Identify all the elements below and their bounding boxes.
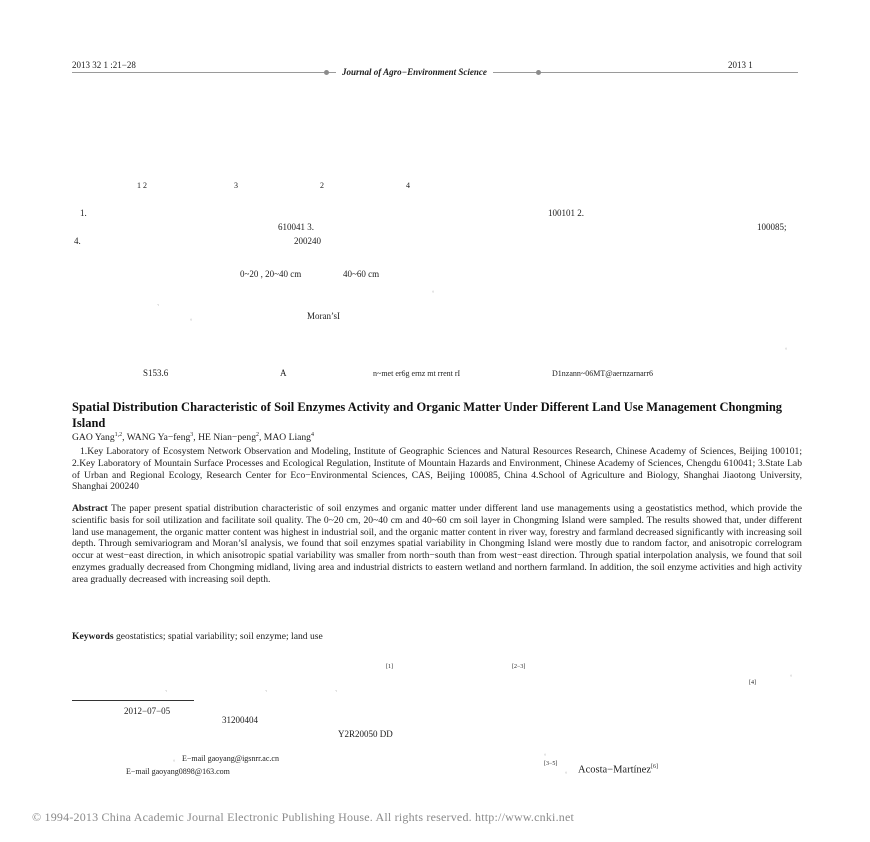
ref-1: [1] [386, 664, 393, 670]
fund-number-1: 31200404 [222, 715, 258, 725]
cn-mark-dot-3: 。 [785, 345, 792, 351]
author-name: GAO Yang [72, 432, 115, 444]
footnote-rule [72, 700, 194, 701]
author-name: WANG Ya−feng [126, 432, 191, 444]
copyright-notice: © 1994-2013 China Academic Journal Electronic Publishing House. All rights reserved. http://www.cnki.net [32, 810, 575, 824]
ref-3-5-sep: 。 [565, 769, 572, 775]
cn-aff-1: 1. [80, 208, 87, 218]
body-mark-a: 、 [165, 687, 172, 693]
article-number: n~met er6g ernz mt rrent rI [373, 369, 461, 378]
cn-aff-1-code: 100101 2. [548, 208, 584, 218]
acosta-name [578, 764, 658, 776]
received-date: 2012−07−05 [124, 706, 171, 716]
cn-mark-dot-1: 。 [432, 288, 439, 294]
author-email-2: E−mail gaoyang0898@163.com [126, 767, 230, 776]
cn-mark-dot-2: 。 [190, 316, 197, 322]
cn-morans: Moran’sI [307, 311, 340, 321]
cn-aff-4: 4. [74, 236, 81, 246]
fund-number-2: Y2R20050 DD [338, 729, 393, 739]
clc-number: S153.6 [143, 368, 169, 378]
ref-3-5: [3−5] [544, 761, 558, 767]
author-name: MAO Liang [263, 432, 311, 444]
body-mark-e: 。 [544, 751, 551, 757]
author-sup: 2 [256, 432, 259, 438]
english-affiliations: 1.Key Laboratory of Ecosystem Network Observation and Modeling, Institute of Geographic Sciences and Natural Resources Research, Chinese Academy of Sciences, Beijing 100101; 2.Key Laboratory of Mountain Surface Processes and Ecological Regulation, Institute of Mountain Hazards and Environment, Chinese Academy of Sciences, Chengdu 610041; 3.State Lab of Urban and Regional Ecology, Research Center for Eco−Environmental Sciences, CAS, Beijing 100085, China 4.School of Agriculture and Biology, Shanghai Jiaotong University, Shanghai 200240 [72, 446, 802, 493]
body-mark-b: 、 [265, 687, 272, 693]
english-authors [72, 432, 314, 443]
author-sep: , [122, 432, 127, 444]
cn-aff-3-code: 100085; [757, 222, 787, 232]
author-sup: 4 [310, 432, 314, 438]
author-sep: , [259, 432, 264, 444]
author-email-1: E−mail gaoyang@igsnrr.ac.cn [182, 754, 279, 763]
header-year: 2013 1 [728, 60, 753, 70]
cn-mark-comma: 、 [157, 301, 164, 307]
document-code: A [280, 368, 287, 378]
author-mark-3: 2 [320, 181, 324, 190]
ref-4: [4] [749, 680, 756, 686]
english-title: Spatial Distribution Characteristic of Soil Enzymes Activity and Organic Matter Under Different Land Use Management Chongming Island [72, 400, 783, 430]
cn-aff-2-code: 610041 3. [278, 222, 314, 232]
author-sup: 3 [190, 432, 194, 438]
author-name: HE Nian−peng [198, 432, 256, 444]
body-mark-c: 、 [335, 687, 342, 693]
cn-abstract-depths-2: 40~60 cm [343, 269, 380, 279]
journal-name: Journal of Agro−Environment Science [336, 67, 493, 77]
header-dot-left [324, 70, 329, 75]
author-mark-1: 1 2 [137, 181, 147, 190]
author-sep: , [193, 432, 199, 444]
email-sep: 。 [173, 757, 180, 763]
acosta-ref: [6] [650, 764, 658, 770]
ref-2-3: [2−3] [512, 664, 526, 670]
author-mark-4: 4 [406, 181, 410, 190]
acosta-text: Acosta−Martínez [578, 764, 651, 776]
english-abstract [72, 503, 802, 586]
keywords-text: geostatistics; spatial variability; soil enzyme; land use [115, 631, 323, 642]
abstract-text: The paper present spatial distribution characteristic of soil enzymes and organic matter under different land use managements using a geostatistics method, which provide the scientific basis for soil utilization and facilitate soil quality. The 0~20 cm, 20~40 cm and 40~60 cm soil layer in Chongming Island were sampled. The results showed that, under different land use management, the organic matter content was highest in industrial soil, and the organic matter content in river way, forestry and farmland decreased significantly with increasing soil depth. Through semivariogram and Moran’sI analysis, we found that soil enzymes spatial variability in Chongming Island were mostly due to random factor, and anisotropic correlogram occur at west−east direction, in which anisotropic spatial variability was smaller from north−south than from west−east direction. Through spatial interpolation analysis, we found that soil enzymes gradually decreased from Chongming midland, living area and industrial districts to eastern wetland and northern farmland. In addition, the soil enzyme activities and high activity area gradually decreased with increasing soil depth. [72, 503, 802, 585]
english-keywords [72, 631, 802, 643]
keywords-label: Keywords [72, 631, 114, 642]
cn-abstract-depths: 0~20 , 20~40 cm [240, 269, 302, 279]
header-issue: 2013 32 1 :21−28 [72, 60, 136, 70]
cn-aff-4-code: 200240 [294, 236, 321, 246]
author-sup: 1,2 [114, 432, 123, 438]
doi: D1nzann~06MT@aernzarnarr6 [552, 369, 653, 378]
header-dot-right [536, 70, 541, 75]
author-mark-2: 3 [234, 181, 238, 190]
body-mark-d: 。 [790, 672, 797, 678]
abstract-label: Abstract [72, 503, 108, 514]
